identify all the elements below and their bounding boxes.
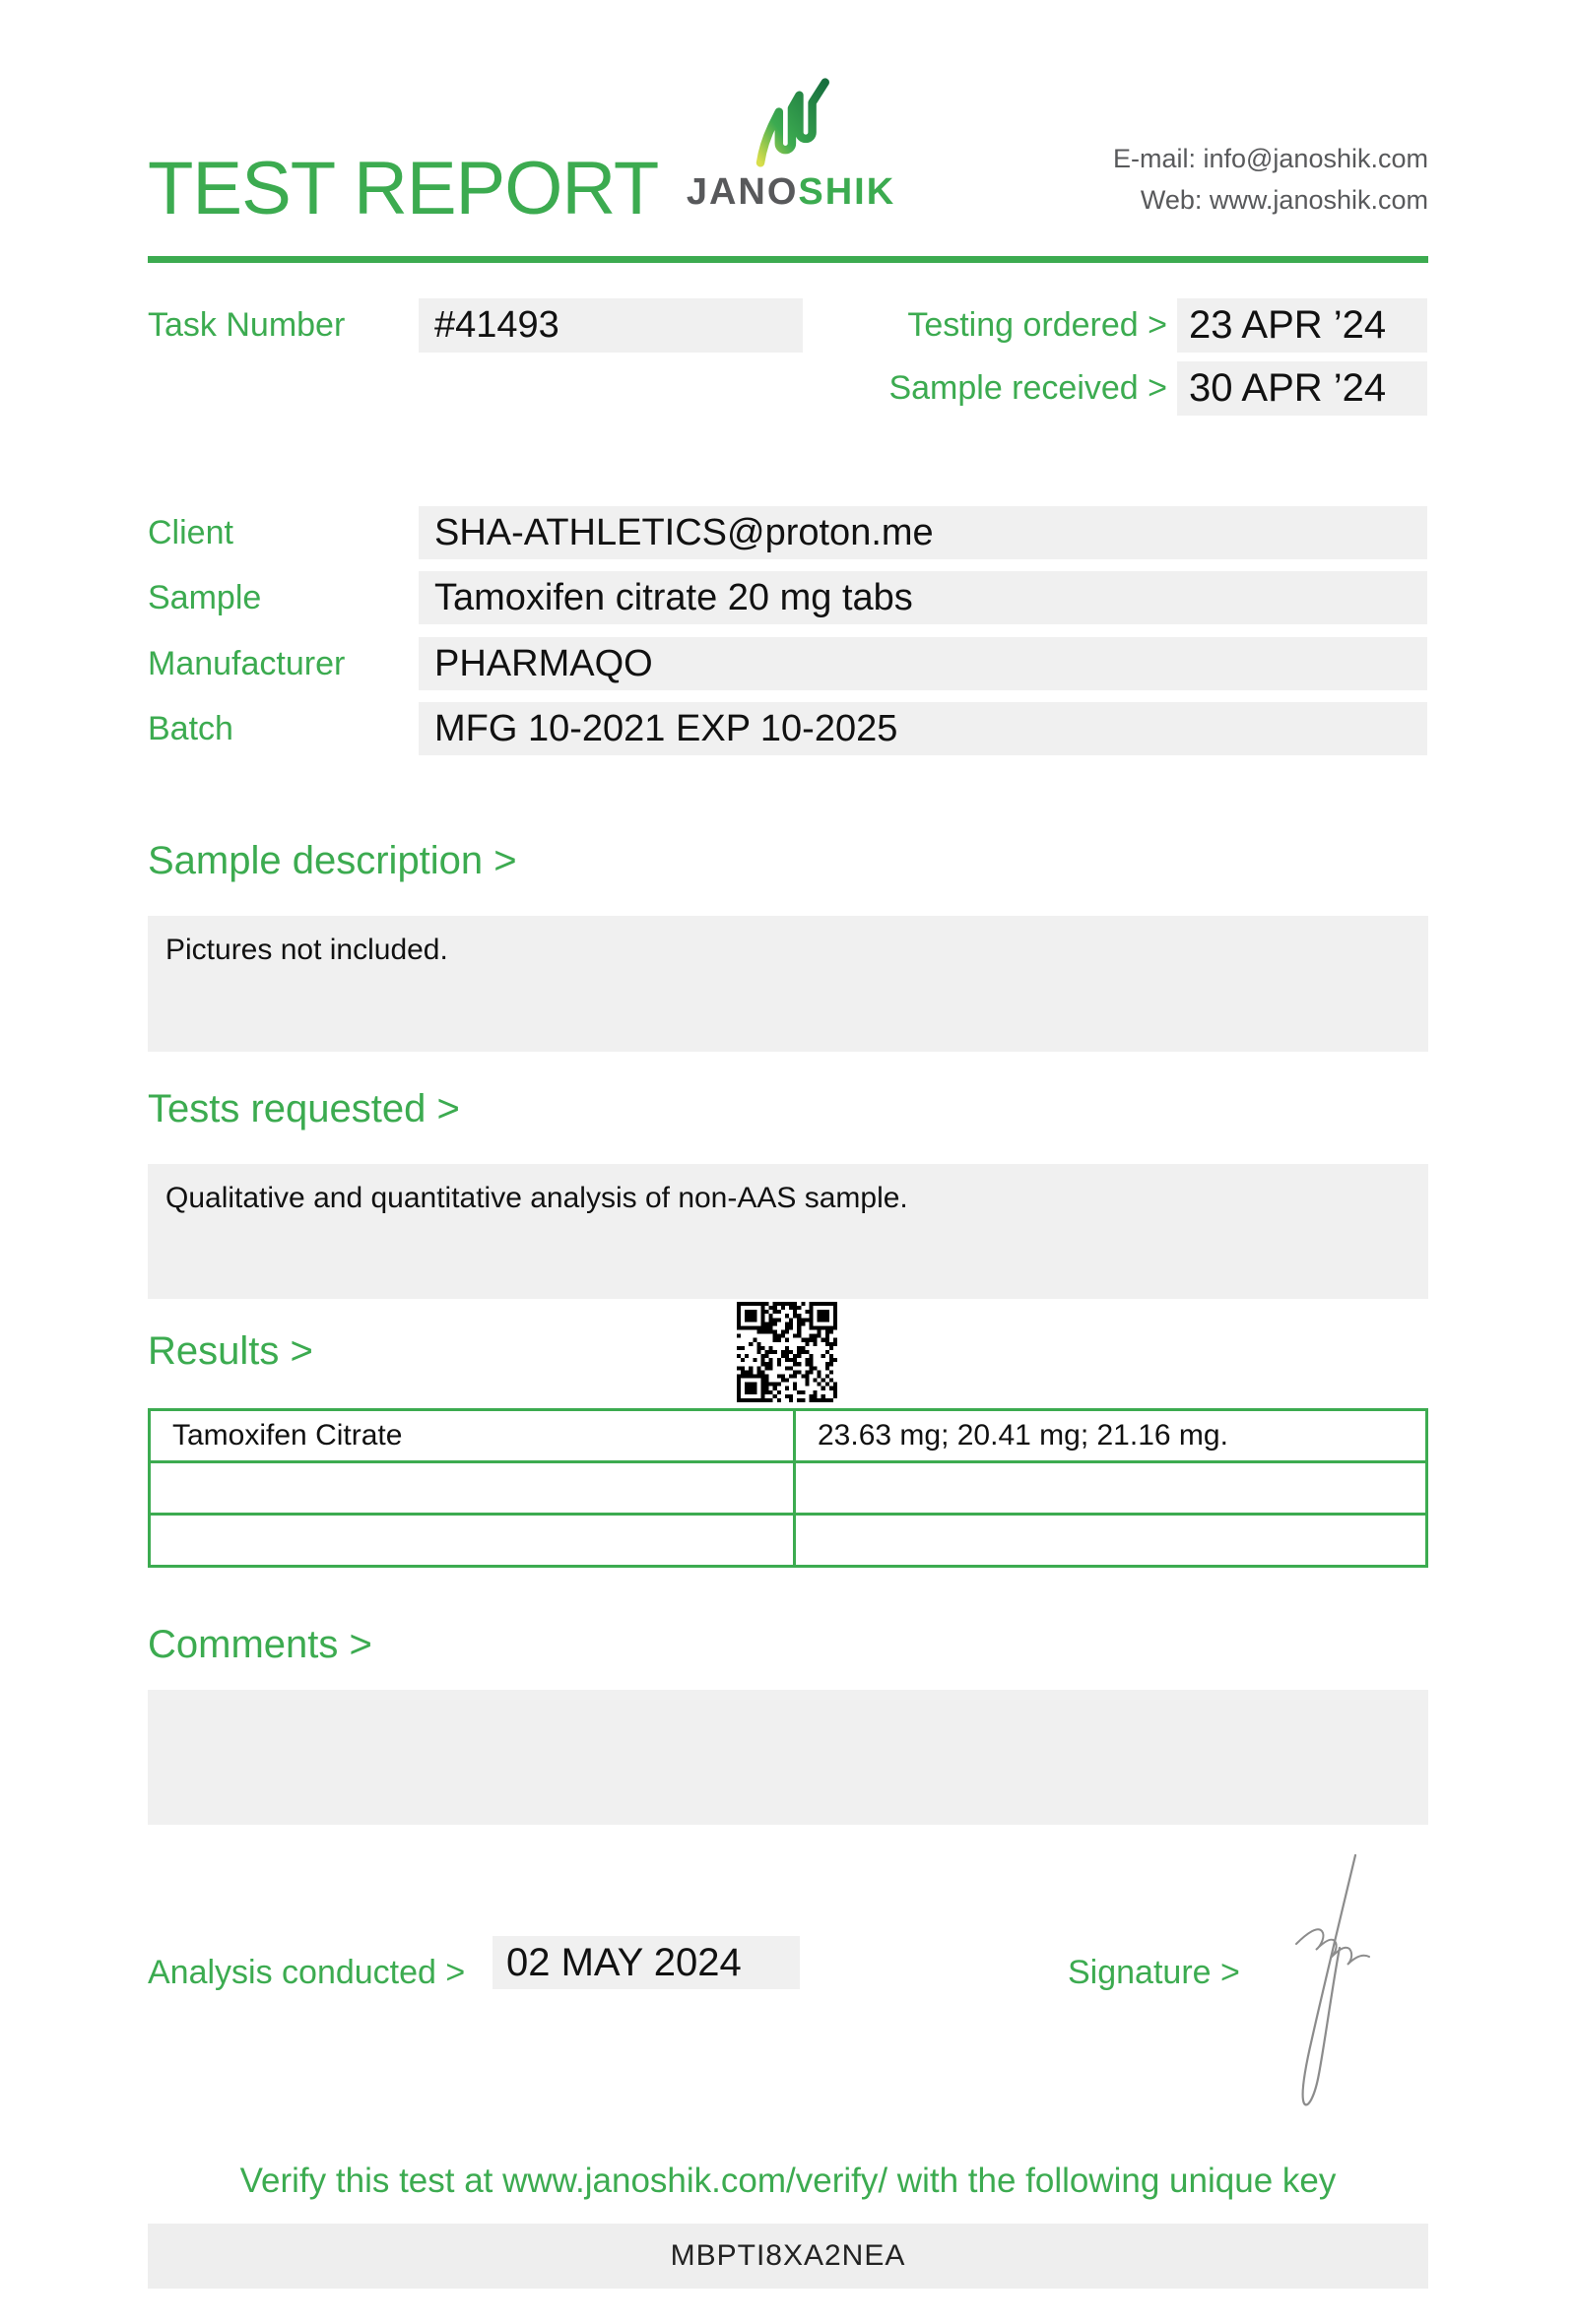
batch-value: MFG 10-2021 EXP 10-2025 xyxy=(434,708,898,749)
manufacturer-label: Manufacturer xyxy=(148,645,346,682)
verify-key-box xyxy=(148,2224,1428,2289)
contact-block xyxy=(985,138,1428,221)
comments-box xyxy=(148,1690,1428,1825)
contact-email: E-mail: info@janoshik.com xyxy=(1112,144,1428,173)
qr-code xyxy=(737,1302,837,1402)
results-table xyxy=(148,1408,1428,1568)
client-label: Client xyxy=(148,514,233,551)
tests-requested-heading: Tests requested > xyxy=(148,1087,460,1130)
table-row xyxy=(150,1462,1427,1515)
testing-ordered-box xyxy=(1177,298,1427,353)
result-value-cell: 23.63 mg; 20.41 mg; 21.16 mg. xyxy=(794,1410,1426,1462)
brand-wordmark xyxy=(680,171,902,214)
sample-box xyxy=(419,571,1427,624)
manufacturer-box xyxy=(419,637,1427,690)
table-row xyxy=(150,1410,1427,1462)
results-heading: Results > xyxy=(148,1329,313,1373)
brand-jano: JANO xyxy=(686,171,799,213)
manufacturer-value: PHARMAQO xyxy=(434,643,653,684)
task-number-box xyxy=(419,298,803,353)
comments-heading: Comments > xyxy=(148,1623,372,1666)
sample-received-value: 30 APR ’24 xyxy=(1189,366,1387,410)
analysis-date-box xyxy=(492,1936,800,1989)
analysis-conducted-label: Analysis conducted > xyxy=(148,1954,466,1991)
contact-web: Web: www.janoshik.com xyxy=(1140,185,1428,215)
analysis-date-value: 02 MAY 2024 xyxy=(506,1941,742,1984)
client-box xyxy=(419,506,1427,559)
testing-ordered-value: 23 APR ’24 xyxy=(1189,303,1387,347)
verify-instruction: Verify this test at www.janoshik.com/verify/ with the following unique key xyxy=(239,2162,1337,2200)
result-value-cell xyxy=(794,1515,1426,1567)
task-number-label: Task Number xyxy=(148,306,346,344)
task-number-value: #41493 xyxy=(434,304,559,346)
verify-key-value: MBPTI8XA2NEA xyxy=(670,2239,906,2272)
table-row xyxy=(150,1515,1427,1567)
signature-image xyxy=(1253,1849,1401,2155)
result-value-cell xyxy=(794,1462,1426,1515)
brand-shik: SHIK xyxy=(798,171,896,213)
page-title: TEST REPORT xyxy=(148,147,659,230)
tests-requested-box xyxy=(148,1164,1428,1299)
batch-box xyxy=(419,702,1427,755)
result-analyte-cell xyxy=(150,1515,795,1567)
sample-description-box xyxy=(148,916,1428,1052)
header-divider xyxy=(148,256,1428,263)
sample-received-box xyxy=(1177,361,1427,416)
sample-description-heading: Sample description > xyxy=(148,839,517,882)
signature-label: Signature > xyxy=(1068,1954,1240,1991)
result-analyte-cell xyxy=(150,1462,795,1515)
sample-received-label: Sample received > xyxy=(888,369,1167,407)
sample-description-text: Pictures not included. xyxy=(165,934,448,966)
chart-arrow-logo-icon xyxy=(737,77,845,167)
tests-requested-text: Qualitative and quantitative analysis of non-AAS sample. xyxy=(165,1182,908,1214)
batch-label: Batch xyxy=(148,710,233,747)
sample-value: Tamoxifen citrate 20 mg tabs xyxy=(434,577,913,618)
result-analyte-cell: Tamoxifen Citrate xyxy=(150,1410,795,1462)
janoshik-logo xyxy=(680,77,902,214)
sample-label: Sample xyxy=(148,579,262,616)
client-value: SHA-ATHLETICS@proton.me xyxy=(434,512,934,553)
testing-ordered-label: Testing ordered > xyxy=(907,306,1167,344)
